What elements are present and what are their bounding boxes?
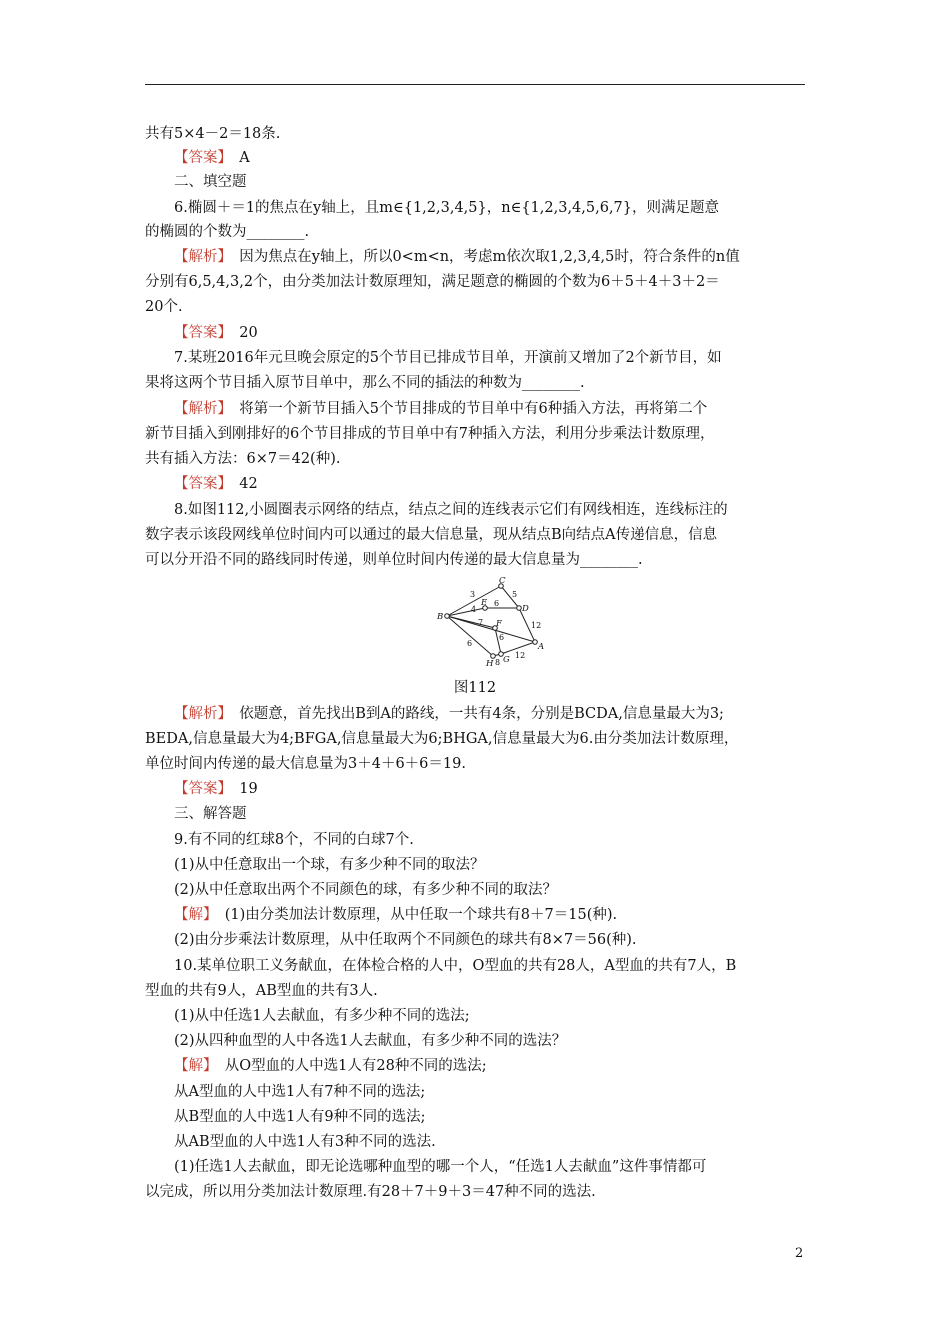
text-line: 单位时间内传递的最大信息量为3＋4＋6＋6＝19. xyxy=(145,756,466,772)
node-label: D xyxy=(522,604,529,614)
text-line: 以完成，所以用分类加法计数原理.有28＋7＋9＋3＝47种不同的选法. xyxy=(145,1184,596,1200)
edge-label: 8 xyxy=(495,658,501,667)
solution-tag: 【解】 xyxy=(174,907,211,923)
text-line: 果将这两个节目插入原节目单中，那么不同的插法的种数为________. xyxy=(145,375,585,391)
text-line: 共有5×4－2＝18条. xyxy=(145,126,281,142)
node-label: E xyxy=(481,598,488,608)
text-line: 新节目插入到刚排好的6个节目排成的节目单中有7种插入方法，利用分步乘法计数原理， xyxy=(145,426,715,442)
text-line: 可以分开沿不同的路线同时传递，则单位时间内传递的最大信息量为________. xyxy=(145,552,643,568)
edge-label: 5 xyxy=(512,590,518,599)
text-line: (1)任选1人去献血，即无论选哪种血型的哪一个人，“任选1人去献血”这件事情都可 xyxy=(174,1159,707,1175)
edge-label: 3 xyxy=(470,590,476,599)
answer-tag: 【答案】 xyxy=(174,781,225,797)
text-line: 从AB型血的人中选1人有3种不同的选法. xyxy=(174,1134,436,1150)
edge-label: 12 xyxy=(515,651,526,660)
text-line: 型血的共有9人，AB型血的共有3人. xyxy=(145,983,378,999)
answer-line: 【答案】 20 xyxy=(174,325,258,341)
question-7: 7.某班2016年元旦晚会原定的5个节目已排成节目单，开演前又增加了2个新节目，如 xyxy=(174,350,722,366)
text-line: (2)由分步乘法计数原理，从中任取两个不同颜色的球共有8×7＝56(种). xyxy=(174,932,637,948)
page-number: 2 xyxy=(795,1246,804,1261)
edge-label: 7 xyxy=(478,618,484,627)
answer-tag: 【答案】 xyxy=(174,325,225,341)
header-rule xyxy=(145,84,805,85)
text-line: (1)从中任意取出一个球，有多少种不同的取法？ xyxy=(174,857,485,873)
edge-label: 6 xyxy=(467,639,473,648)
node-label: A xyxy=(538,642,545,652)
analysis-line: 【解析】 将第一个新节目插入5个节目排成的节目单中有6种插入方法，再将第二个 xyxy=(174,401,708,417)
edge-label: 12 xyxy=(531,621,542,630)
section-heading: 三、解答题 xyxy=(174,806,247,822)
analysis-line: 【解析】 因为焦点在y轴上，所以0<m<n，考虑m依次取1,2,3,4,5时，符合条件的n值 xyxy=(174,249,740,265)
text-line: 从A型血的人中选1人有7种不同的选法; xyxy=(174,1084,426,1100)
answer-tag: 【答案】 xyxy=(174,476,225,492)
figure-caption: 图112 xyxy=(453,680,497,696)
text-line: 从B型血的人中选1人有9种不同的选法; xyxy=(174,1109,426,1125)
network-figure xyxy=(435,574,555,670)
answer-line: 【答案】 19 xyxy=(174,781,258,797)
edge-label: 6 xyxy=(499,633,505,642)
solution-line: 【解】 从O型血的人中选1人有28种不同的选法; xyxy=(174,1058,487,1074)
solution-line: 【解】 (1)由分类加法计数原理，从中任取一个球共有8＋7＝15(种). xyxy=(174,907,618,923)
edge-label: 6 xyxy=(494,599,500,608)
text-line: 分别有6,5,4,3,2个，由分类加法计数原理知，满足题意的椭圆的个数为6＋5＋4＋3＋2＝ xyxy=(145,274,720,290)
text-line: 的椭圆的个数为________. xyxy=(145,224,310,240)
question-6: 6.椭圆＋＝1的焦点在y轴上，且m∈{1,2,3,4,5}，n∈{1,2,3,4,5,6,7}，则满足题意 xyxy=(174,200,720,216)
node-label: H xyxy=(486,659,494,669)
node-label: F xyxy=(496,619,502,629)
text-line: BEDA,信息量最大为4;BFGA,信息量最大为6;BHGA,信息量最大为6.由分类加法计数原理， xyxy=(145,731,739,747)
text-line: 数字表示该段网线单位时间内可以通过的最大信息量，现从结点B向结点A传递信息，信息 xyxy=(145,527,718,543)
text-line: (2)从中任意取出两个不同颜色的球，有多少种不同的取法？ xyxy=(174,882,558,898)
analysis-tag: 【解析】 xyxy=(174,401,225,417)
section-heading: 二、填空题 xyxy=(174,174,247,190)
analysis-tag: 【解析】 xyxy=(174,249,225,265)
answer-tag: 【答案】 xyxy=(174,150,225,166)
question-10: 10.某单位职工义务献血，在体检合格的人中，O型血的共有28人，A型血的共有7人，B xyxy=(174,958,737,974)
analysis-line: 【解析】 依题意，首先找出B到A的路线，一共有4条，分别是BCDA,信息量最大为3; xyxy=(174,706,724,722)
node-label: B xyxy=(437,612,444,622)
text-line: 20个. xyxy=(145,299,183,315)
solution-tag: 【解】 xyxy=(174,1058,211,1074)
node-label: C xyxy=(499,576,506,586)
answer-line: 【答案】 42 xyxy=(174,476,258,492)
text-line: (2)从四种血型的人中各选1人去献血，有多少种不同的选法？ xyxy=(174,1033,567,1049)
text-line: (1)从中任选1人去献血，有多少种不同的选法; xyxy=(174,1008,470,1024)
question-8: 8.如图112,小圆圈表示网络的结点，结点之间的连线表示它们有网线相连，连线标注的 xyxy=(174,502,728,518)
edge-label: 4 xyxy=(471,605,477,614)
answer-line: 【答案】 A xyxy=(174,150,250,166)
analysis-tag: 【解析】 xyxy=(174,706,225,722)
text-line: 共有插入方法：6×7＝42(种). xyxy=(145,451,341,467)
question-9: 9.有不同的红球8个，不同的白球7个. xyxy=(174,832,414,848)
node-label: G xyxy=(503,655,510,665)
